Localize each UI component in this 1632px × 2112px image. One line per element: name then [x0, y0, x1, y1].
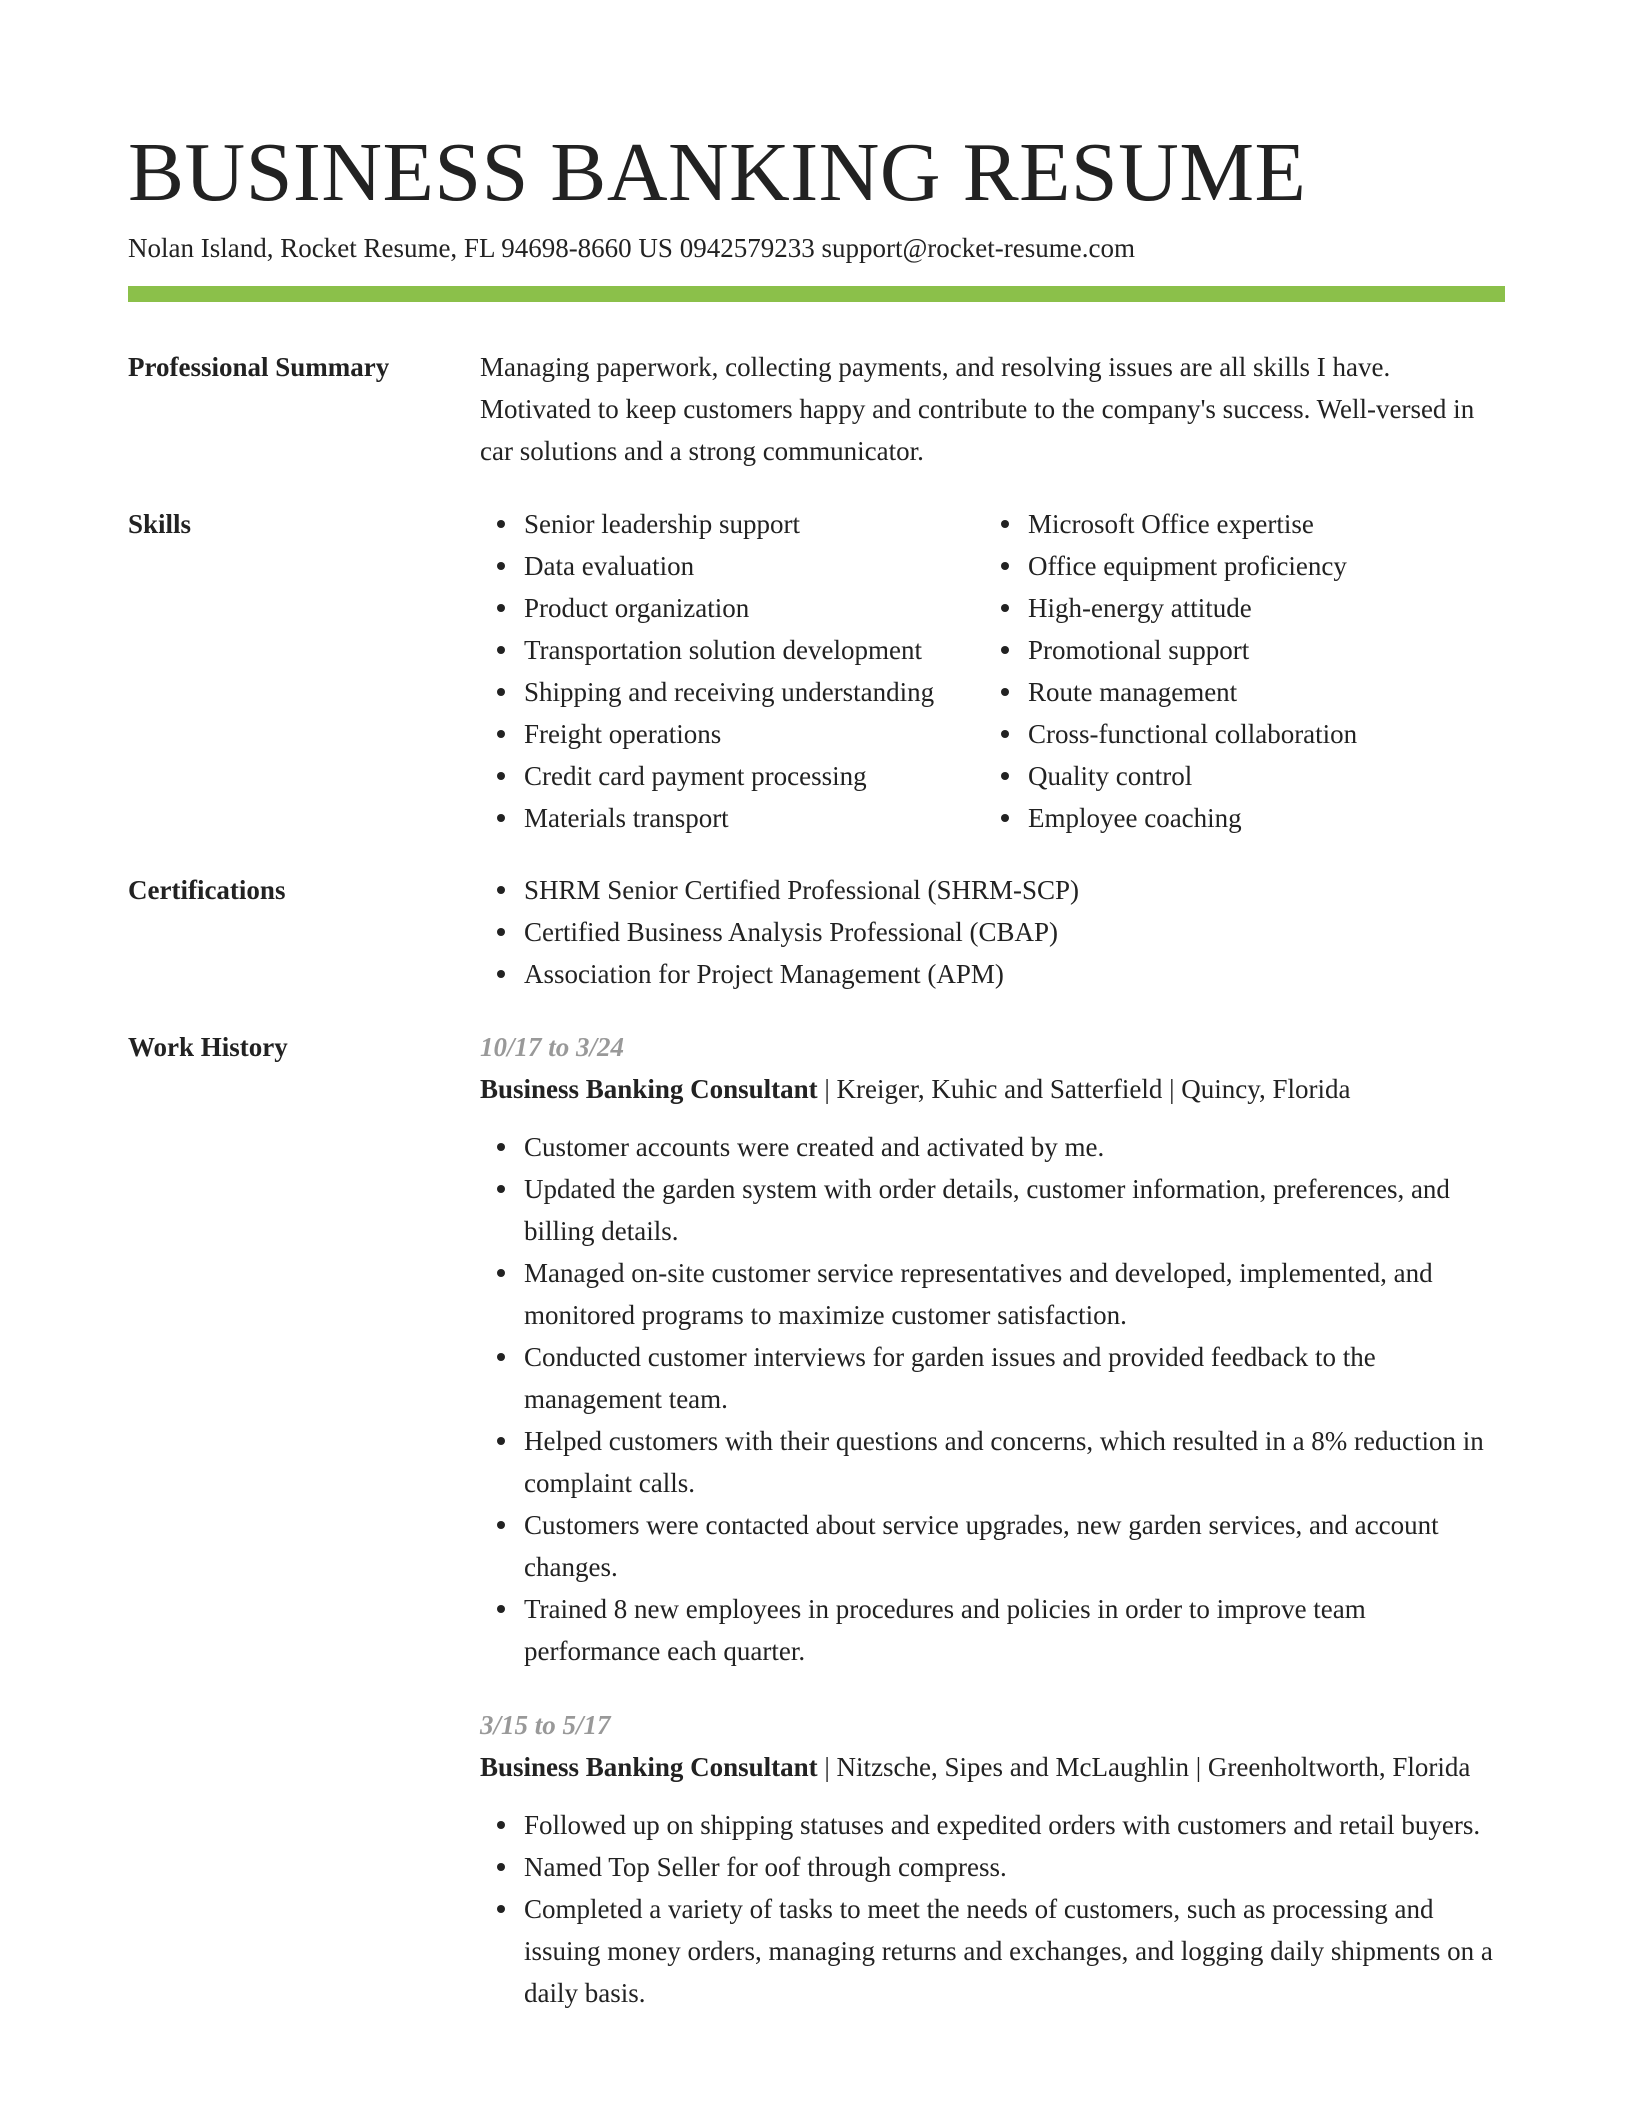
- certification-item: Certified Business Analysis Professional (CBAP): [480, 911, 1505, 953]
- job-bullet: Managed on-site customer service representatives and developed, implemented, and monitored programs to maximize customer satisfaction.: [480, 1252, 1505, 1336]
- skill-item: Senior leadership support: [480, 503, 984, 545]
- skill-item: Promotional support: [984, 629, 1504, 671]
- skill-item: Quality control: [984, 755, 1504, 797]
- certifications-heading: Certifications: [128, 875, 286, 905]
- skill-item: High-energy attitude: [984, 587, 1504, 629]
- accent-divider: [128, 286, 1505, 302]
- job-details: | Nitzsche, Sipes and McLaughlin | Greenholtworth, Florida: [817, 1752, 1471, 1782]
- skill-item: Shipping and receiving understanding: [480, 671, 984, 713]
- skill-item: Transportation solution development: [480, 629, 984, 671]
- job-details: | Kreiger, Kuhic and Satterfield | Quincy, Florida: [817, 1074, 1351, 1104]
- skill-item: Materials transport: [480, 797, 984, 839]
- job-bullets: [480, 1126, 1505, 1672]
- skills-heading: Skills: [128, 509, 192, 539]
- skill-item: Credit card payment processing: [480, 755, 984, 797]
- certification-item: Association for Project Management (APM): [480, 953, 1505, 995]
- contact-line: Nolan Island, Rocket Resume, FL 94698-8660 US 0942579233 support@rocket-resume.com: [128, 233, 1135, 263]
- skill-item: Product organization: [480, 587, 984, 629]
- job-bullet: Customer accounts were created and activated by me.: [480, 1126, 1505, 1168]
- skill-item: Employee coaching: [984, 797, 1504, 839]
- certification-item: SHRM Senior Certified Professional (SHRM-SCP): [480, 869, 1505, 911]
- work-history-heading: Work History: [128, 1032, 288, 1062]
- skill-item: Freight operations: [480, 713, 984, 755]
- certifications-list: [480, 869, 1505, 995]
- skill-item: Office equipment proficiency: [984, 545, 1504, 587]
- job-heading: [480, 1068, 1505, 1110]
- skill-item: Cross-functional collaboration: [984, 713, 1504, 755]
- job-bullet: Helped customers with their questions and concerns, which resulted in a 8% reduction in complaint calls.: [480, 1420, 1505, 1504]
- resume-title: BUSINESS BANKING RESUME: [128, 126, 1307, 219]
- skills-columns: [480, 503, 1505, 839]
- skills-list-left: [480, 503, 984, 839]
- job-bullet: Trained 8 new employees in procedures and policies in order to improve team performance each quarter.: [480, 1588, 1505, 1672]
- job-bullet: Named Top Seller for oof through compress.: [480, 1846, 1505, 1888]
- job-bullet: Customers were contacted about service upgrades, new garden services, and account changes.: [480, 1504, 1505, 1588]
- job-entry: [480, 1026, 1505, 1672]
- job-bullets: [480, 1804, 1505, 2014]
- skill-item: Route management: [984, 671, 1504, 713]
- job-entry: [480, 1704, 1505, 2014]
- job-dates: 10/17 to 3/24: [480, 1032, 625, 1062]
- summary-text: Managing paperwork, collecting payments, and resolving issues are all skills I have. Motivated to keep customers happy and contribute to the company's success. Well-versed in car solutions and a strong communicator.: [480, 352, 1475, 466]
- skill-item: Microsoft Office expertise: [984, 503, 1504, 545]
- summary-heading: Professional Summary: [128, 352, 390, 382]
- certifications-body: [480, 869, 1505, 995]
- job-title: Business Banking Consultant: [480, 1752, 818, 1782]
- job-bullet: Conducted customer interviews for garden issues and provided feedback to the management team.: [480, 1336, 1505, 1420]
- job-bullet: Updated the garden system with order details, customer information, preferences, and billing details.: [480, 1168, 1505, 1252]
- job-bullet: Followed up on shipping statuses and expedited orders with customers and retail buyers.: [480, 1804, 1505, 1846]
- work-history-body: [480, 1026, 1505, 2014]
- skills-list-right: [984, 503, 1504, 839]
- job-dates: 3/15 to 5/17: [480, 1710, 611, 1740]
- skill-item: Data evaluation: [480, 545, 984, 587]
- job-bullet: Completed a variety of tasks to meet the needs of customers, such as processing and issuing money orders, managing returns and exchanges, and logging daily shipments on a daily basis.: [480, 1888, 1505, 2014]
- job-title: Business Banking Consultant: [480, 1074, 818, 1104]
- job-heading: [480, 1746, 1505, 1788]
